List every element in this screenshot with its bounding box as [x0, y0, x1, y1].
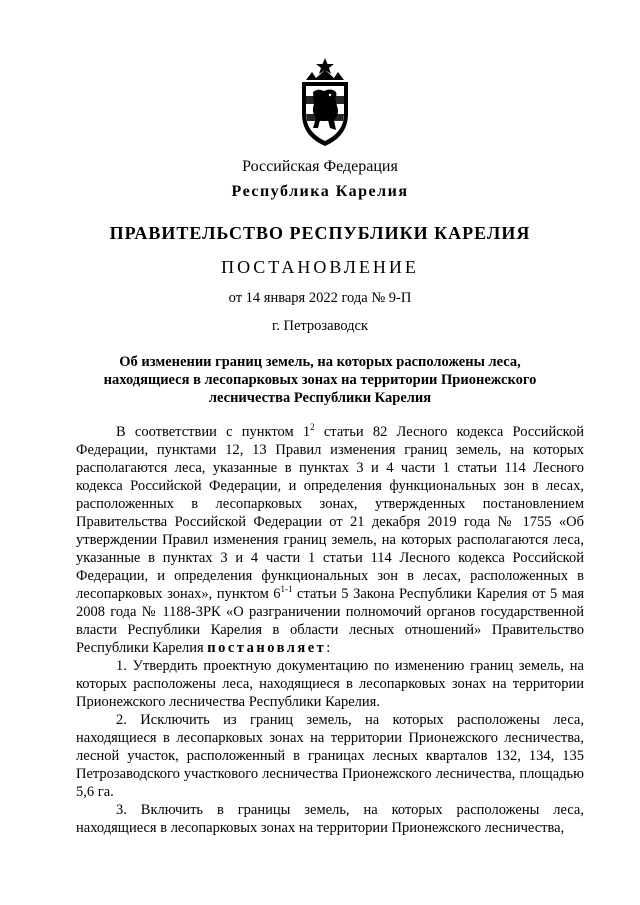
resolves-word: постановляет: [207, 640, 327, 656]
republic-name: Республика Карелия: [231, 183, 409, 200]
document-body: [76, 423, 584, 837]
item-paragraph-1: 1. Утвердить проектную документацию по изменению границ земель, на которых расположены леса, находящиеся в лесопарковых зонах на территории Прионежского лесничества Республики Карелия.: [76, 658, 584, 710]
preamble-text-1: В соответствии с пунктом 1: [116, 424, 311, 440]
government-name: ПРАВИТЕЛЬСТВО РЕСПУБЛИКИ КАРЕЛИЯ: [109, 223, 531, 243]
preamble-paragraph: [76, 423, 584, 657]
document-type: ПОСТАНОВЛЕНИЕ: [221, 257, 419, 277]
country-name: Российская Федерация: [242, 158, 398, 175]
document-title: Об изменении границ земель, на которых расположены леса, находящиеся в лесопарковых зонах на территории Прионежского лесничества Республики Карелия: [103, 354, 537, 406]
preamble-text-2: статьи 82 Лесного кодекса Российской Федерации, пунктами 12, 13 Правил изменения границ земель, на которых располагаются леса, указанные в пунктах 3 и 4 части 1 статьи 114 Лесного кодекса Российской Федерации, и определения функциональных зон в лесах, расположенных в лесопарковых зонах, утвержденных постановлением Правительства Российской Федерации от 21 декабря 2019 года № 1755 «Об утверждении Правил изменения границ земель, на которых располагаются леса, указанные в пунктах 3 и 4 части 1 статьи 114 Лесного кодекса Российской Федерации, и определения функциональных зон в лесах, расположенных в лесопарковых зонах», пунктом 6: [76, 424, 584, 602]
preamble-text-3: статьи 5 Закона Республики Карелия от 5 мая 2008 года № 1188-ЗРК «О разграничении полномочий органов государственной власти Республики Карелия в области лесных отношений» Правительство Республики Карелия: [76, 586, 584, 656]
preamble-colon: :: [326, 640, 331, 656]
superscript-2: 1-1: [280, 584, 293, 595]
city-name: г. Петрозаводск: [271, 318, 369, 334]
date-and-number: от 14 января 2022 года № 9-П: [228, 290, 412, 306]
item-paragraph-3: 3. Включить в границы земель, на которых расположены леса, находящиеся в лесопарковых зонах на территории Прионежского лесничества,: [76, 802, 584, 836]
superscript-1: 2: [310, 422, 315, 433]
coat-of-arms-emblem: [296, 58, 354, 148]
item-paragraph-2: 2. Исключить из границ земель, на которых расположены леса, находящиеся в лесопарковых зонах на территории Прионежского лесничества, лесной участок, расположенный в границах лесных кварталов 132, 134, 135 Петрозаводского участкового лесничества Прионежского лесничества, площадью 5,6 га.: [76, 712, 584, 800]
